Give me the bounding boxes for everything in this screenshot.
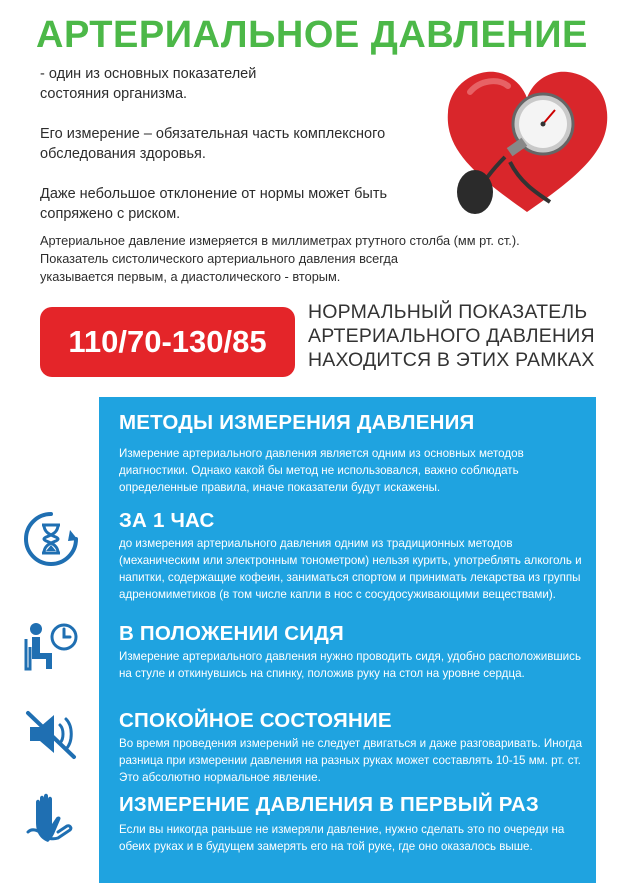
note-line: Артериальное давление измеряется в миллиметрах ртутного столба (мм рт. ст.).: [40, 233, 520, 248]
section-heading: ЗА 1 ЧАС: [119, 509, 215, 532]
muted-speaker-icon: [22, 705, 80, 763]
intro-paragraph-2: [40, 124, 385, 164]
hourglass-cycle-icon: [22, 510, 80, 568]
section-heading: СПОКОЙНОЕ СОСТОЯНИЕ: [119, 709, 392, 732]
units-note: [40, 232, 590, 286]
note-line: Показатель систолического артериального давления всегда: [40, 251, 398, 266]
section-heading: ИЗМЕРЕНИЕ ДАВЛЕНИЯ В ПЕРВЫЙ РАЗ: [119, 793, 539, 816]
section-text: Измерение артериального давления нужно проводить сидя, удобно расположившись на стуле и откинувшись на спинку, положив руку на стол на уровне сердца.: [119, 650, 581, 680]
seated-person-clock-icon: [22, 617, 80, 675]
norm-value-badge: 110/70-130/85: [40, 307, 295, 377]
methods-text: Измерение артериального давления является одним из основных методов диагностики. Однако какой бы метод не использовался, важно соблюдать определенные правила, иначе показатели будут искажены.: [119, 447, 524, 494]
norm-caption-line: АРТЕРИАЛЬНОГО ДАВЛЕНИЯ: [308, 325, 595, 347]
norm-caption: [308, 300, 598, 372]
section-heading: В ПОЛОЖЕНИИ СИДЯ: [119, 622, 344, 645]
section-text: до измерения артериального давления одним из традиционных методов (механическим или электронным тонометром) нельзя курить, употреблять алкоголь и напитки, содержащие кофеин, заниматься спортом и принимать лекарства из группы адреномиметиков (в том числе капли в нос с сосудосуживающими веществами).: [119, 537, 582, 601]
methods-panel: [99, 397, 596, 883]
intro-line: состояния организма.: [40, 86, 188, 102]
intro-paragraph-1: [40, 64, 256, 104]
intro-line: сопряжено с риском.: [40, 206, 181, 222]
heart-tonometer-image: [440, 62, 615, 222]
section-text: Если вы никогда раньше не измеряли давление, нужно сделать это по очереди на обеих руках и в будущем замерять его на той руке, где оно оказалось выше.: [119, 823, 565, 853]
intro-paragraph-3: [40, 184, 387, 224]
page-title: АРТЕРИАЛЬНОЕ ДАВЛЕНИЕ: [36, 14, 588, 56]
intro-line: Его измерение – обязательная часть комплексного: [40, 126, 386, 142]
section-text: Во время проведения измерений не следует двигаться и даже разговаривать. Иногда разница при измерении давления на разных руках может составлять 10-15 мм. рт. ст. Это абсолютно нормальное явление.: [119, 737, 583, 784]
methods-heading: МЕТОДЫ ИЗМЕРЕНИЯ ДАВЛЕНИЯ: [119, 411, 475, 434]
intro-line: Даже небольшое отклонение от нормы может быть: [40, 186, 388, 202]
intro-line: обследования здоровья.: [40, 146, 206, 162]
note-line: указывается первым, а диастолического - вторым.: [40, 269, 341, 284]
hands-icon: [22, 790, 80, 848]
intro-line: - один из основных показателей: [40, 66, 257, 82]
norm-caption-line: НОРМАЛЬНЫЙ ПОКАЗАТЕЛЬ: [308, 301, 588, 323]
norm-caption-line: НАХОДИТСЯ В ЭТИХ РАМКАХ: [308, 349, 595, 371]
